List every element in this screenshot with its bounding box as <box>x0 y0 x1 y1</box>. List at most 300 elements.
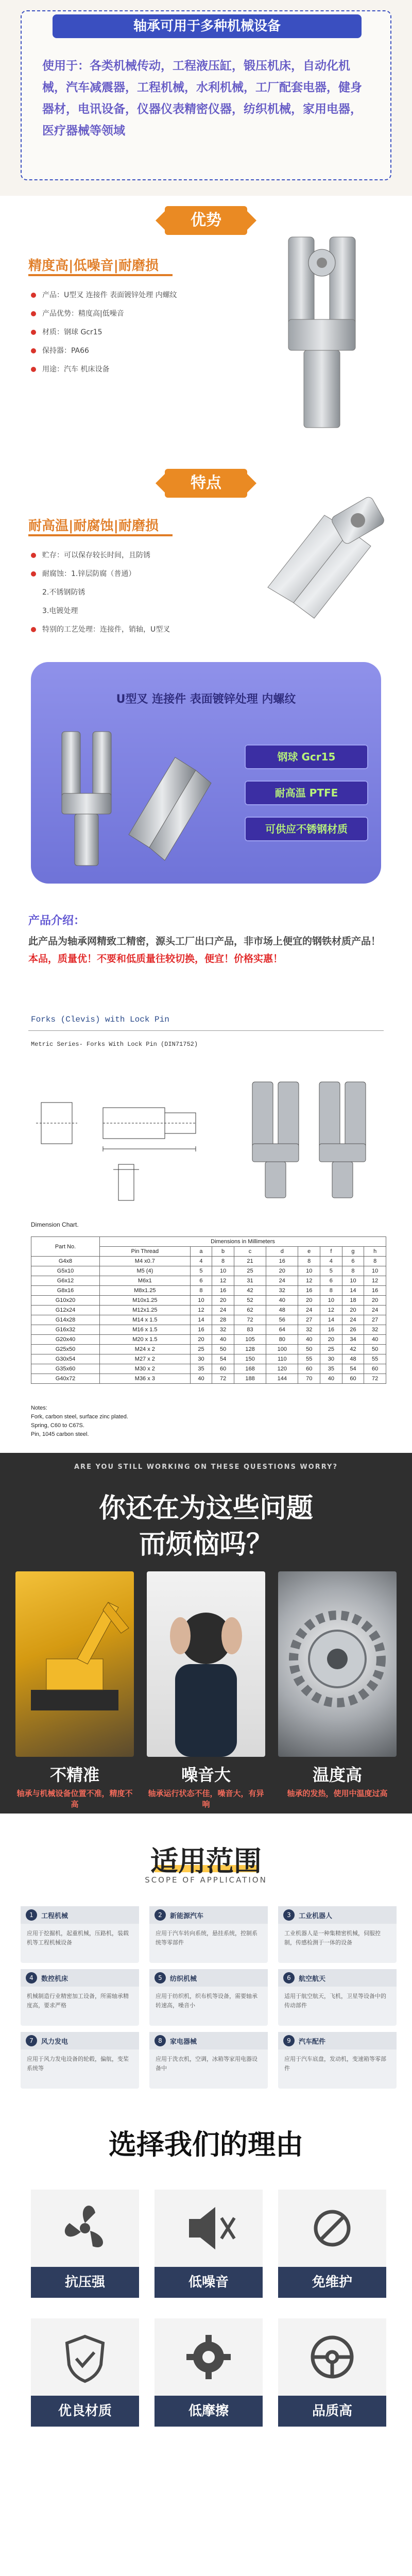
table-cell: M27 x 2 <box>100 1354 191 1364</box>
table-cell: 5 <box>190 1266 212 1276</box>
table-cell: 54 <box>212 1354 234 1364</box>
advantages-badge: 优势 <box>165 206 247 235</box>
intro-section <box>0 0 412 196</box>
table-cell: 40 <box>298 1335 320 1345</box>
table-cell: 8 <box>320 1286 342 1296</box>
scope-card-title: 汽车配件 <box>299 2038 326 2046</box>
table-cell: 6 <box>190 1276 212 1286</box>
shield-check-icon <box>31 2318 139 2396</box>
table-header-cell: a <box>190 1247 212 1257</box>
table-cell: 60 <box>212 1364 234 1374</box>
table-cell: 110 <box>266 1354 298 1364</box>
gear-photo <box>278 1571 397 1757</box>
scope-card-header <box>21 2032 139 2049</box>
catalog-subtitle: Metric Series- Forks With Lock Pin (DIN71752) <box>31 1041 198 1048</box>
table-cell: M14 x 1.5 <box>100 1315 191 1325</box>
maintenance-icon <box>278 2190 386 2267</box>
clevis-angled-image <box>247 484 391 639</box>
table-cell: 20 <box>298 1296 320 1306</box>
table-cell: G30x54 <box>31 1354 100 1364</box>
table-header-cell: h <box>364 1247 386 1257</box>
worry-title: 不精准 <box>49 1765 99 1785</box>
table-cell: 21 <box>234 1257 266 1266</box>
product-banner-section <box>0 654 412 912</box>
worry-caption <box>147 1762 265 1809</box>
table-cell: 62 <box>234 1306 266 1315</box>
table-cell: 40 <box>364 1335 386 1345</box>
table-cell: M6x1 <box>100 1276 191 1286</box>
table-cell: M8x1.25 <box>100 1286 191 1296</box>
scope-card-title: 航空航天 <box>299 1975 326 1983</box>
table-cell: G4x8 <box>31 1257 100 1266</box>
table-cell: 10 <box>212 1266 234 1276</box>
table-cell: 50 <box>364 1345 386 1354</box>
scope-card-number: 4 <box>26 1972 37 1984</box>
table-row <box>31 1306 386 1315</box>
table-cell: 83 <box>234 1325 266 1335</box>
table-cell: 20 <box>342 1306 364 1315</box>
worry-caption <box>15 1762 134 1809</box>
table-cell: G12x24 <box>31 1306 100 1315</box>
table-cell: 20 <box>364 1296 386 1306</box>
table-cell: 10 <box>320 1296 342 1306</box>
table-cell: 20 <box>212 1296 234 1306</box>
table-header-cell: f <box>320 1247 342 1257</box>
reason-tile <box>278 2190 386 2298</box>
table-cell: 72 <box>234 1315 266 1325</box>
mute-icon <box>154 2190 263 2267</box>
scope-card-title: 工程机械 <box>41 1912 68 1920</box>
table-cell: 50 <box>212 1345 234 1354</box>
catalog-notes: Notes: Fork, carbon steel, surface zinc plated. Spring, C60 to C67S. Pin, 1045 carbon steel. <box>31 1405 128 1437</box>
table-cell: 12 <box>320 1306 342 1315</box>
table-header-cell: Part No. <box>31 1237 100 1257</box>
table-cell: 24 <box>212 1306 234 1315</box>
scope-card <box>149 1969 268 2026</box>
intro-card <box>21 10 391 180</box>
table-row <box>31 1354 386 1364</box>
product-info-text: 此产品为轴承网精致工精密，源头工厂出口产品，非市场上便宜的钢铁材质产品！ <box>28 936 381 947</box>
table-cell: 55 <box>298 1354 320 1364</box>
scope-card-number: 8 <box>154 2035 166 2046</box>
table-cell: 64 <box>266 1325 298 1335</box>
table-cell: M10x1.25 <box>100 1296 191 1306</box>
reason-tile <box>31 2318 139 2427</box>
table-cell: 10 <box>364 1266 386 1276</box>
reason-label: 优良材质 <box>31 2396 139 2427</box>
catalog-title: Forks (Clevis) with Lock Pin <box>31 1015 169 1024</box>
table-cell: M36 x 3 <box>100 1374 191 1384</box>
fan-icon <box>31 2190 139 2267</box>
intro-title: 轴承可用于多种机械设备 <box>53 14 362 38</box>
stressed-person-icon <box>147 1571 265 1757</box>
scope-subtitle: SCOPE OF APPLICATION <box>145 1875 267 1885</box>
scope-card-text: 适用于航空航天，飞机，卫星等设备中的传动部件 <box>284 1993 386 2009</box>
table-row <box>31 1286 386 1296</box>
bullet-dot-icon <box>31 293 36 298</box>
worries-heading-line1: 你还在为这些问题 <box>98 1493 313 1524</box>
table-cell: 188 <box>234 1374 266 1384</box>
dimension-chart-label: Dimension Chart. <box>31 1221 79 1228</box>
table-cell: M16 x 1.5 <box>100 1325 191 1335</box>
table-cell: 30 <box>190 1354 212 1364</box>
table-row <box>31 1374 386 1384</box>
table-cell: G8x16 <box>31 1286 100 1296</box>
bullet-dot-icon <box>31 330 36 335</box>
table-cell: M4 x0.7 <box>100 1257 191 1266</box>
table-cell: 144 <box>266 1374 298 1384</box>
table-row <box>31 1257 386 1266</box>
table-cell: 16 <box>266 1257 298 1266</box>
table-cell: 10 <box>298 1266 320 1276</box>
table-cell: 12 <box>212 1276 234 1286</box>
table-cell: 24 <box>298 1306 320 1315</box>
bullet-dot-icon <box>31 571 36 577</box>
banner-heading: U型叉 连接件 表面镀锌处理 内螺纹 <box>116 693 296 706</box>
table-cell: 16 <box>190 1325 212 1335</box>
table-header-cell: e <box>298 1247 320 1257</box>
table-cell: 40 <box>190 1374 212 1384</box>
table-cell: 54 <box>342 1364 364 1374</box>
table-header-cell: d <box>266 1247 298 1257</box>
scope-card-number: 6 <box>283 1972 295 1984</box>
features-tagline: 耐高温|耐腐蚀|耐磨损 <box>28 518 159 534</box>
reason-label: 免维护 <box>278 2267 386 2298</box>
list-item: 产品优势：精度高|低噪音 <box>31 304 177 323</box>
bullet-dot-icon <box>31 627 36 632</box>
worries-heading-line2: 而烦恼吗？ <box>139 1529 273 1560</box>
table-cell: 14 <box>190 1315 212 1325</box>
reason-icon-area <box>278 2318 386 2396</box>
reason-tile <box>31 2190 139 2298</box>
clevis-product-image <box>268 227 381 443</box>
table-cell: 12 <box>190 1306 212 1315</box>
table-cell: 150 <box>234 1354 266 1364</box>
table-cell: 14 <box>320 1315 342 1325</box>
scope-card-title: 家电器械 <box>170 2038 197 2046</box>
scope-card-text: 工业机器人是一种集精密机械，伺服控制，传感检测于一体的设备 <box>284 1930 381 1946</box>
table-cell: 30 <box>320 1354 342 1364</box>
table-cell: 20 <box>320 1335 342 1345</box>
scope-card-header <box>149 1969 268 1987</box>
table-cell: 16 <box>364 1286 386 1296</box>
scope-card-number: 9 <box>283 2035 295 2046</box>
list-item: 3.电镀处理 <box>42 607 78 615</box>
list-item: 保持器：PA66 <box>31 342 177 360</box>
table-cell: 70 <box>298 1374 320 1384</box>
scope-card-header <box>149 1906 268 1924</box>
scope-card-number: 7 <box>26 2035 37 2046</box>
table-cell: 12 <box>298 1276 320 1286</box>
table-cell: 55 <box>364 1354 386 1364</box>
worry-title: 温度高 <box>312 1765 362 1785</box>
table-cell: 34 <box>342 1335 364 1345</box>
gear-icon <box>154 2318 263 2396</box>
bullet-dot-icon <box>31 367 36 372</box>
reason-icon-area <box>278 2190 386 2267</box>
table-cell: 12 <box>364 1276 386 1286</box>
scope-card <box>21 2032 139 2089</box>
table-cell: 5 <box>320 1266 342 1276</box>
excavator-icon <box>15 1571 134 1757</box>
table-cell: 105 <box>234 1335 266 1345</box>
list-item: 产品：U型叉 连接件 表面镀锌处理 内螺纹 <box>31 286 177 304</box>
table-row <box>31 1296 386 1306</box>
table-cell: M20 x 1.5 <box>100 1335 191 1345</box>
reason-label: 低摩擦 <box>154 2396 263 2427</box>
table-cell: 6 <box>342 1257 364 1266</box>
table-cell: 10 <box>342 1276 364 1286</box>
table-cell: G10x20 <box>31 1296 100 1306</box>
technical-drawing <box>31 1061 381 1211</box>
advantages-section <box>0 196 412 464</box>
worries-english-heading: ARE YOU STILL WORKING ON THESE QUESTIONS WORRY? <box>74 1463 338 1471</box>
table-cell: 28 <box>212 1315 234 1325</box>
worry-desc: 轴承运行状态不佳，噪音大，有异响 <box>148 1789 264 1809</box>
catalog-section <box>0 994 412 1453</box>
list-item: 特别的工艺处理：连接件，销轴，U型叉 <box>31 620 170 639</box>
list-item: 材质：钢球 Gcr15 <box>31 323 177 342</box>
table-cell: 32 <box>298 1325 320 1335</box>
table-cell: G20x40 <box>31 1335 100 1345</box>
table-cell: M30 x 2 <box>100 1364 191 1374</box>
scope-card <box>149 1906 268 1963</box>
table-cell: 40 <box>320 1374 342 1384</box>
table-cell: 40 <box>266 1296 298 1306</box>
table-cell: 8 <box>342 1266 364 1276</box>
advantages-list <box>31 286 177 379</box>
table-cell: 32 <box>364 1325 386 1335</box>
table-cell: 25 <box>320 1345 342 1354</box>
worries-section <box>0 1453 412 1814</box>
scope-card <box>278 1969 397 2026</box>
table-cell: 168 <box>234 1364 266 1374</box>
product-info-title: 产品介绍： <box>28 914 85 927</box>
scope-card-text: 应用于纺织机，织布机等设备，需要轴承转速高，噪音小 <box>156 1993 258 2009</box>
table-cell: 24 <box>266 1276 298 1286</box>
table-cell: 35 <box>320 1364 342 1374</box>
table-cell: 31 <box>234 1276 266 1286</box>
reasons-title: 选择我们的理由 <box>109 2128 303 2161</box>
scope-card-title: 纺织机械 <box>170 1975 197 1983</box>
table-cell: 120 <box>266 1364 298 1374</box>
scope-card-number: 1 <box>26 1909 37 1921</box>
table-cell: 27 <box>298 1315 320 1325</box>
reason-tile <box>278 2318 386 2427</box>
table-cell: G6x12 <box>31 1276 100 1286</box>
table-cell: 60 <box>364 1364 386 1374</box>
scope-card <box>21 1969 139 2026</box>
scope-card <box>278 2032 397 2089</box>
table-cell: 27 <box>364 1315 386 1325</box>
scope-section <box>0 1814 412 2092</box>
bullet-dot-icon <box>31 553 36 558</box>
features-badge: 特点 <box>165 469 247 498</box>
bullet-dot-icon <box>31 348 36 353</box>
dimensions-table <box>31 1236 386 1384</box>
table-cell: 72 <box>364 1374 386 1384</box>
reason-tile <box>154 2318 263 2427</box>
list-item: 2.不锈钢防锈 <box>42 588 85 597</box>
product-info-section <box>0 912 412 994</box>
table-cell: 16 <box>298 1286 320 1296</box>
reason-icon-area <box>31 2190 139 2267</box>
steering-wheel-icon <box>278 2318 386 2396</box>
table-header-cell: Pin Thread <box>100 1247 191 1257</box>
scope-card <box>21 1906 139 1963</box>
table-row <box>31 1325 386 1335</box>
reason-icon-area <box>31 2318 139 2396</box>
product-info-highlight: 本品，质量优！不要和低质量往较切换，便宜！价格实惠！ <box>28 953 283 964</box>
table-cell: 56 <box>266 1315 298 1325</box>
scope-card-header <box>149 2032 268 2049</box>
table-cell: G25x50 <box>31 1345 100 1354</box>
table-cell: 8 <box>212 1257 234 1266</box>
table-row <box>31 1364 386 1374</box>
reason-label: 低噪音 <box>154 2267 263 2298</box>
scope-card-text: 应用于汽车转向系统，悬挂系统，控制系统等零部件 <box>156 1930 258 1946</box>
scope-card-title: 工业机器人 <box>299 1912 333 1920</box>
table-cell: 35 <box>190 1364 212 1374</box>
table-cell: 25 <box>190 1345 212 1354</box>
table-cell: 128 <box>234 1345 266 1354</box>
scope-card-text: 应用于洗衣机，空调，冰箱等家用电器设备中 <box>156 2056 258 2072</box>
table-cell: 16 <box>212 1286 234 1296</box>
stressed-person-photo <box>147 1571 265 1757</box>
scope-card-text: 机械制造行业精密加工设备，所需轴承精度高，要求严格 <box>27 1993 129 2009</box>
worry-caption <box>278 1762 397 1799</box>
table-cell: 42 <box>234 1286 266 1296</box>
table-cell: 6 <box>320 1276 342 1286</box>
reason-tile <box>154 2190 263 2298</box>
features-list <box>31 546 170 639</box>
table-cell: 20 <box>190 1335 212 1345</box>
table-cell: 40 <box>212 1335 234 1345</box>
table-cell: 25 <box>234 1266 266 1276</box>
table-cell: 18 <box>342 1296 364 1306</box>
table-cell: 60 <box>342 1374 364 1384</box>
table-cell: 48 <box>266 1306 298 1315</box>
worry-desc: 轴承与机械设备位置不准，精度不高 <box>16 1789 133 1809</box>
clevis-pair-image <box>46 721 232 871</box>
advantages-tagline: 精度高|低噪音|耐磨损 <box>28 258 159 274</box>
worry-title: 噪音大 <box>181 1765 231 1785</box>
product-info-body <box>28 933 389 968</box>
table-header-cell: Dimensions in Millimeters <box>100 1237 386 1247</box>
list-item: 用途：汽车 机床设备 <box>31 360 177 379</box>
scope-card-text: 应用于挖掘机，起重机械，压路机，装载机等工程机械设备 <box>27 1930 129 1946</box>
reasons-section <box>0 2092 412 2576</box>
intro-body: 使用于：各类机械传动，工程液压缸，锻压机床，自动化机械，汽车减震器，工程机械，水利机械，工厂配套电器，健身器材，电讯设备，仪器仪表精密仪器，纺织机械，家用电器，医疗器械等领域 <box>42 59 362 138</box>
scope-card-title: 数控机床 <box>41 1975 68 1983</box>
table-cell: 8 <box>298 1257 320 1266</box>
bullet-dot-icon <box>31 311 36 316</box>
table-cell: 80 <box>266 1335 298 1345</box>
table-cell: 72 <box>212 1374 234 1384</box>
scope-card-header <box>278 1906 397 1924</box>
table-cell: 26 <box>342 1325 364 1335</box>
table-cell: M12x1.25 <box>100 1306 191 1315</box>
table-cell: 8 <box>190 1286 212 1296</box>
gear-icon <box>278 1571 397 1757</box>
table-row <box>31 1335 386 1345</box>
table-cell: 60 <box>298 1364 320 1374</box>
excavator-photo <box>15 1571 134 1757</box>
scope-card-title: 新能源汽车 <box>170 1912 204 1920</box>
table-row <box>31 1315 386 1325</box>
table-cell: 16 <box>320 1325 342 1335</box>
catalog-divider <box>28 1030 384 1031</box>
table-cell: 24 <box>342 1315 364 1325</box>
table-cell: G16x32 <box>31 1325 100 1335</box>
table-cell: 50 <box>298 1345 320 1354</box>
worry-desc: 轴承的发热，使用中温度过高 <box>287 1789 388 1798</box>
table-cell: 24 <box>364 1306 386 1315</box>
table-header-cell: c <box>234 1247 266 1257</box>
table-cell: G35x60 <box>31 1364 100 1374</box>
table-cell: 100 <box>266 1345 298 1354</box>
table-cell: 52 <box>234 1296 266 1306</box>
table-row <box>31 1266 386 1276</box>
dimensions-table-body <box>31 1237 386 1384</box>
reason-icon-area <box>154 2190 263 2267</box>
advantages-underline <box>28 274 173 276</box>
table-header-cell: b <box>212 1247 234 1257</box>
table-header-row <box>31 1237 386 1247</box>
table-cell: 32 <box>266 1286 298 1296</box>
table-header-cell: g <box>342 1247 364 1257</box>
scope-card-header <box>21 1906 139 1924</box>
scope-card-title: 风力发电 <box>41 2038 68 2046</box>
scope-card <box>278 1906 397 1963</box>
feature-pill: 可供应不锈钢材质 <box>245 817 368 841</box>
table-row <box>31 1276 386 1286</box>
table-cell: 20 <box>266 1266 298 1276</box>
scope-card <box>149 2032 268 2089</box>
table-cell: G40x72 <box>31 1374 100 1384</box>
table-row <box>31 1345 386 1354</box>
scope-card-header <box>278 1969 397 1987</box>
feature-pill: 耐高温 PTFE <box>245 781 368 805</box>
table-cell: 10 <box>190 1296 212 1306</box>
scope-card-text: 应用于风力发电设备的轮毂，偏航，变桨系统等 <box>27 2056 129 2072</box>
table-cell: 8 <box>364 1257 386 1266</box>
table-cell: 4 <box>190 1257 212 1266</box>
feature-pill: 钢球 Gcr15 <box>245 744 368 769</box>
table-cell: 4 <box>320 1257 342 1266</box>
table-cell: 42 <box>342 1345 364 1354</box>
reason-label: 抗压强 <box>31 2267 139 2298</box>
list-item: 耐腐蚀：1.锌层防腐（普通） <box>31 565 170 583</box>
table-cell: G5x10 <box>31 1266 100 1276</box>
features-section <box>0 464 412 654</box>
reason-icon-area <box>154 2318 263 2396</box>
scope-card-number: 5 <box>154 1972 166 1984</box>
scope-card-number: 3 <box>283 1909 295 1921</box>
table-cell: 32 <box>212 1325 234 1335</box>
scope-title: 适用范围 <box>150 1845 262 1877</box>
table-cell: 14 <box>342 1286 364 1296</box>
features-underline <box>28 534 173 536</box>
scope-card-header <box>21 1969 139 1987</box>
scope-card-header <box>278 2032 397 2049</box>
table-cell: 48 <box>342 1354 364 1364</box>
table-cell: M24 x 2 <box>100 1345 191 1354</box>
reason-label: 品质高 <box>278 2396 386 2427</box>
scope-card-number: 2 <box>154 1909 166 1921</box>
scope-card-text: 应用于汽车底盘，发动机，变速箱等零部件 <box>284 2056 386 2072</box>
list-item: 贮存：可以保存较长时间，且防锈 <box>31 546 170 565</box>
